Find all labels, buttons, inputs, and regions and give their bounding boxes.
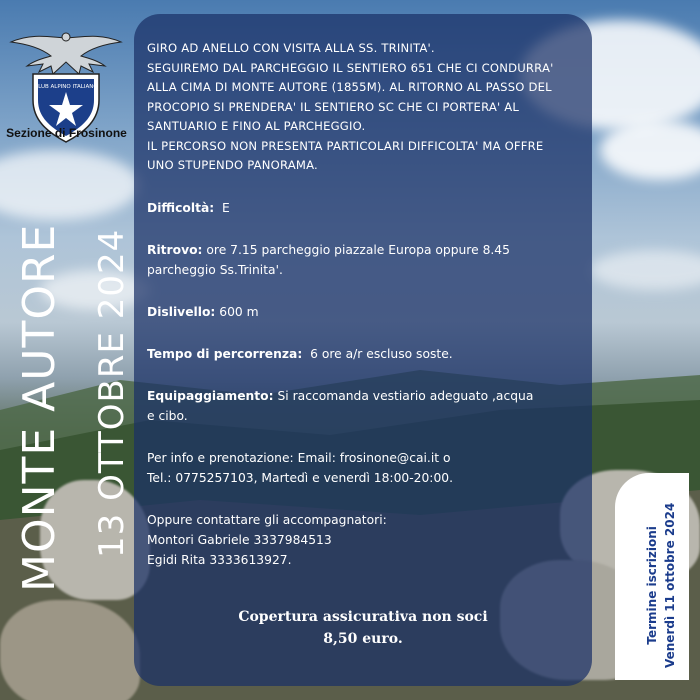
equipment-label: Equipaggiamento: (147, 388, 274, 403)
contact-line: Tel.: 0775257103, Martedì e venerdì 18:00-20:00. (147, 470, 454, 485)
cloud (590, 250, 700, 290)
deadline-date: Venerdì 11 ottobre 2024 (663, 502, 677, 668)
description-line: UNO STUPENDO PANORAMA. (147, 158, 318, 172)
description-line: SANTUARIO E FINO AL PARCHEGGIO. (147, 119, 366, 133)
equipment-value-cont: e cibo. (147, 408, 188, 423)
cloud (0, 150, 140, 220)
rock (0, 600, 140, 700)
difficulty-row (147, 198, 579, 218)
description-line: PROCOPIO SI PRENDERA' IL SENTIERO SC CHE CI PORTERA' AL (147, 99, 520, 114)
info-panel (134, 14, 592, 686)
description-line: SEGUIREMO DAL PARCHEGGIO IL SENTIERO 651 CHE CI CONDURRA' (147, 60, 554, 75)
description-line: GIRO AD ANELLO CON VISITA ALLA SS. TRINITA'. (147, 41, 435, 55)
event-title: MONTE AUTORE (14, 223, 65, 592)
difficulty-label: Difficoltà: (147, 200, 215, 215)
meeting-row (147, 240, 579, 280)
description-line: IL PERCORSO NON PRESENTA PARTICOLARI DIFFICOLTA' MA OFFRE (147, 138, 544, 153)
duration-label: Tempo di percorrenza: (147, 346, 303, 361)
panel-content (147, 39, 579, 570)
difficulty-value: E (222, 200, 230, 215)
guides-info (147, 510, 579, 570)
guide-contact: Montori Gabriele 3337984513 (147, 532, 332, 547)
guide-contact: Egidi Rita 3333613927. (147, 552, 292, 567)
deadline-text (643, 503, 679, 668)
event-date: 13 OTTOBRE 2024 (92, 228, 132, 558)
insurance-line: 8,50 euro. (323, 631, 403, 647)
deadline-tab (615, 473, 689, 680)
insurance-note (134, 606, 592, 650)
guides-intro: Oppure contattare gli accompagnatori: (147, 512, 387, 527)
logo-text: CLUB ALPINO ITALIANO (34, 84, 98, 90)
deadline-label: Termine iscrizioni (645, 526, 659, 645)
cloud (600, 120, 700, 180)
description-line: ALLA CIMA DI MONTE AUTORE (1855M). AL RITORNO AL PASSO DEL (147, 80, 552, 94)
contact-info (147, 448, 579, 488)
meeting-value: ore 7.15 parcheggio piazzale Europa oppure 8.45 (206, 242, 510, 257)
elevation-value: 600 m (219, 304, 259, 319)
equipment-row (147, 386, 579, 426)
elevation-row (147, 302, 579, 322)
equipment-value: Si raccomanda vestiario adeguato ,acqua (277, 388, 534, 403)
insurance-line: Copertura assicurativa non soci (238, 609, 488, 625)
contact-line: Per info e prenotazione: Email: frosinone@cai.it o (147, 450, 451, 465)
meeting-label: Ritrovo: (147, 242, 203, 257)
duration-row (147, 344, 579, 364)
elevation-label: Dislivello: (147, 304, 216, 319)
meeting-value-cont: parcheggio Ss.Trinita'. (147, 262, 283, 277)
duration-value: 6 ore a/r escluso soste. (310, 346, 453, 361)
route-description (147, 39, 579, 176)
section-name: Sezione di Frosinone (6, 126, 127, 140)
